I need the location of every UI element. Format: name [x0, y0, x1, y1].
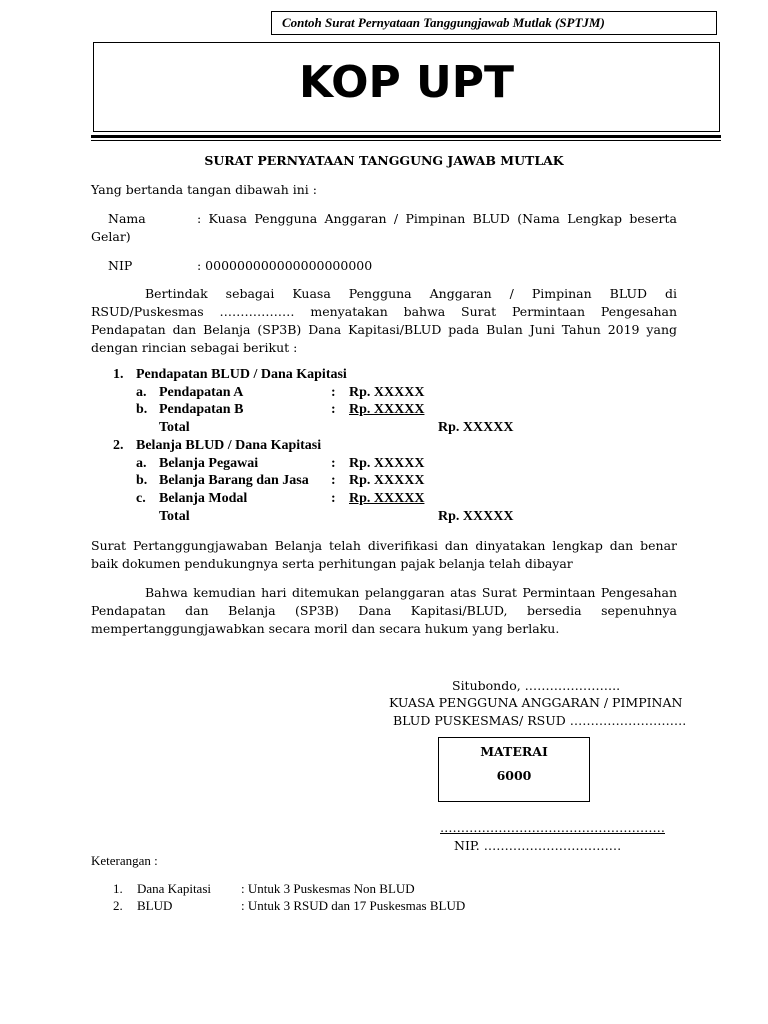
sample-label: Contoh Surat Pernyataan Tanggungjawab Mutlak (SPTJM) — [271, 11, 717, 35]
signer-nip: NIP. …………………………… — [454, 838, 622, 853]
note-label: BLUD — [137, 898, 173, 913]
header-rule-thin — [91, 140, 721, 141]
row-label: Belanja Barang dan Jasa — [159, 473, 309, 488]
list-letter: c. — [136, 491, 146, 506]
list-letter: b. — [136, 402, 148, 417]
note-desc: : Untuk 3 RSUD dan 17 Puskesmas BLUD — [241, 898, 466, 913]
row-value: Rp. XXXXX — [349, 402, 425, 417]
list-letter: a. — [136, 456, 147, 471]
note-number: 2. — [113, 898, 123, 913]
kop-heading: KOP UPT — [93, 42, 720, 132]
signer-name-line: ……………………………………………… — [440, 820, 665, 835]
materai-box — [438, 737, 590, 802]
nama-value-cont: Gelar) — [91, 229, 131, 244]
total-label: Total — [159, 509, 190, 524]
note-label: Dana Kapitasi — [137, 881, 212, 896]
row-value: Rp. XXXXX — [349, 491, 425, 506]
row-colon: : — [331, 402, 336, 417]
nip-label: NIP — [108, 258, 133, 273]
document-title: SURAT PERNYATAAN TANGGUNG JAWAB MUTLAK — [204, 153, 564, 168]
paragraph3-line2: Pendapatan dan Belanja (SP3B) Dana Kapitasi/BLUD, bersedia sepenuhnya — [91, 603, 677, 618]
row-colon: : — [331, 473, 336, 488]
total-value: Rp. XXXXX — [438, 420, 514, 435]
note-number: 1. — [113, 881, 123, 896]
row-label: Belanja Pegawai — [159, 456, 259, 471]
list-letter: b. — [136, 473, 148, 488]
list-title-belanja: Belanja BLUD / Dana Kapitasi — [136, 438, 322, 453]
place-date: Situbondo, ………………….. — [452, 678, 621, 693]
nama-value: : Kuasa Pengguna Anggaran / Pimpinan BLUD (Nama Lengkap beserta — [197, 211, 677, 226]
row-value: Rp. XXXXX — [349, 456, 425, 471]
paragraph2-line1: Surat Pertanggungjawaban Belanja telah diverifikasi dan dinyatakan lengkap dan benar — [91, 538, 677, 553]
materai-label: MATERAI — [480, 744, 548, 759]
paragraph1-line4: dengan rincian sebagai berikut : — [91, 340, 298, 355]
row-colon: : — [331, 385, 336, 400]
total-label: Total — [159, 420, 190, 435]
materai-value: 6000 — [496, 768, 532, 783]
list-number: 2. — [113, 438, 124, 453]
total-value: Rp. XXXXX — [438, 509, 514, 524]
signer-role-line2: BLUD PUSKESMAS/ RSUD ………………………. — [393, 713, 687, 728]
row-label: Belanja Modal — [159, 491, 248, 506]
header-rule-thick — [91, 135, 721, 138]
paragraph2-line2: baik dokumen pendukungnya serta perhitungan pajak belanja telah dibayar — [91, 556, 573, 571]
list-letter: a. — [136, 385, 147, 400]
note-desc: : Untuk 3 Puskesmas Non BLUD — [241, 881, 415, 896]
signer-role-line1: KUASA PENGGUNA ANGGARAN / PIMPINAN — [389, 695, 683, 710]
nama-label: Nama — [108, 211, 146, 226]
row-label: Pendapatan B — [159, 402, 244, 417]
paragraph3-line3: mempertanggungjawabkan secara moril dan secara hukum yang berlaku. — [91, 621, 560, 636]
paragraph3-line1: Bahwa kemudian hari ditemukan pelanggaran atas Surat Permintaan Pengesahan — [145, 585, 677, 600]
row-value: Rp. XXXXX — [349, 473, 425, 488]
paragraph1-line2: RSUD/Puskesmas ……………… menyatakan bahwa Surat Permintaan Pengesahan — [91, 304, 677, 319]
intro-text: Yang bertanda tangan dibawah ini : — [91, 182, 317, 197]
row-value: Rp. XXXXX — [349, 385, 425, 400]
row-colon: : — [331, 491, 336, 506]
notes-heading: Keterangan : — [91, 853, 158, 868]
list-title-pendapatan: Pendapatan BLUD / Dana Kapitasi — [136, 367, 347, 382]
row-label: Pendapatan A — [159, 385, 244, 400]
list-number: 1. — [113, 367, 124, 382]
paragraph1-line3: Pendapatan dan Belanja (SP3B) Dana Kapitasi/BLUD pada Bulan Juni Tahun 2019 yang — [91, 322, 677, 337]
row-colon: : — [331, 456, 336, 471]
paragraph1-line1: Bertindak sebagai Kuasa Pengguna Anggaran / Pimpinan BLUD di — [145, 286, 677, 301]
nip-value: : 000000000000000000000 — [197, 258, 373, 273]
